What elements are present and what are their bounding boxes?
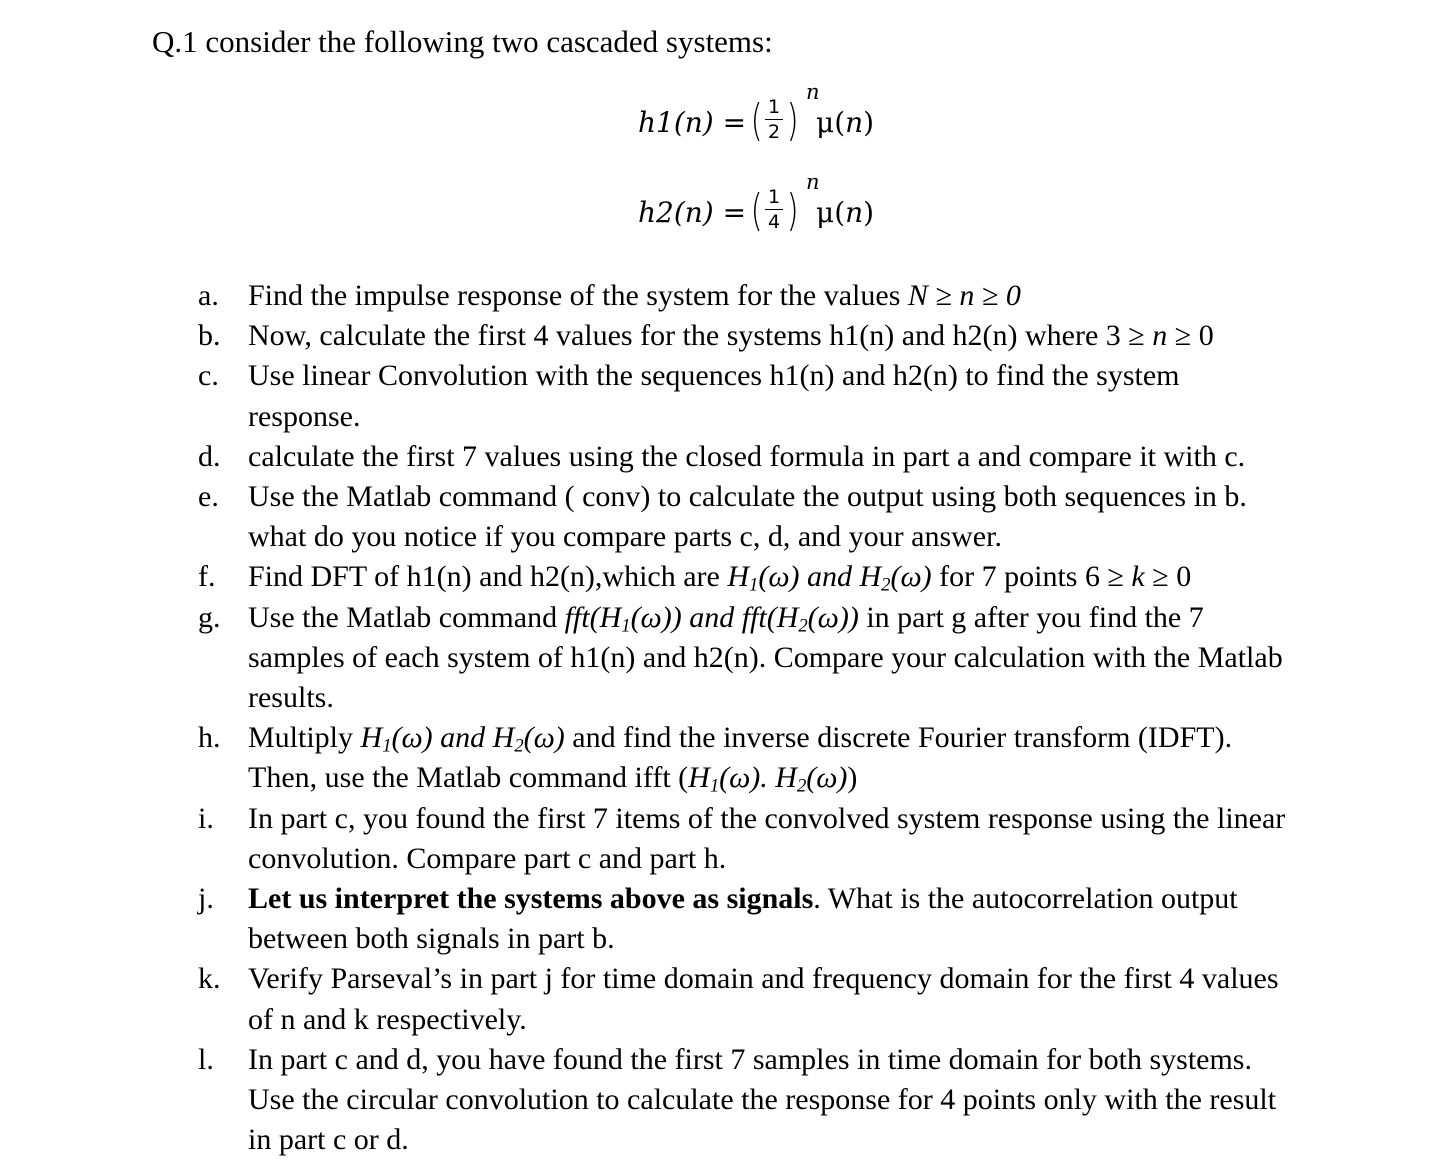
text-run: response. [248, 399, 361, 433]
rhs-close: ) [863, 106, 875, 139]
question-title: Q.1 consider the following two cascaded systems: [152, 24, 773, 59]
part-text-line [248, 638, 1408, 678]
text-run: Verify Parseval’s in part j for time domain and frequency domain for the first 4 values [248, 962, 1279, 996]
math-expression: $fft(H_1(\omega))$ and $fft(H_2(\omega))$ [564, 600, 859, 637]
question-part [0, 598, 1408, 719]
part-text-line [248, 919, 1408, 959]
text-run: of n and k respectively. [248, 1002, 527, 1036]
question-part [0, 799, 1408, 879]
part-text [248, 879, 1408, 959]
question-part [0, 959, 1408, 1039]
part-text-line [248, 678, 1408, 718]
part-label: a. [198, 279, 219, 312]
text-run: between both signals in part b. [248, 922, 615, 956]
fraction-numerator: 1 [767, 96, 781, 118]
exponent: n [806, 80, 820, 104]
question-part [0, 276, 1408, 316]
part-text [248, 477, 1408, 557]
text-run: in part c or d. [248, 1123, 409, 1157]
part-text-line [248, 879, 1408, 919]
part-label: k. [198, 962, 221, 996]
text-run: Use the Matlab command [248, 600, 565, 634]
text-run: and find the inverse discrete Fourier transform (IDFT). [564, 721, 1233, 755]
fraction-numerator: 1 [767, 186, 781, 208]
question-part [0, 1040, 1408, 1161]
fraction-bar [765, 209, 783, 210]
bold-text: Let us interpret the systems above as signals [248, 882, 814, 916]
text-run: Use the circular convolution to calculate the response for 4 points only with the result [248, 1083, 1277, 1117]
text-run: ≥ 0 [1167, 319, 1214, 353]
part-text-line [248, 1120, 1408, 1160]
fraction-denominator: 2 [767, 121, 781, 143]
part-text-line [248, 839, 1408, 879]
part-text [248, 356, 1408, 436]
text-run: Use the Matlab command ( conv) to calculate the output using both sequences in b. [248, 480, 1247, 514]
text-run: for 7 points 6 ≥ [931, 560, 1132, 594]
part-label: b. [198, 319, 221, 353]
part-label: i. [198, 801, 214, 835]
part-label: d. [198, 439, 221, 473]
rhs-close: ) [863, 196, 875, 229]
question-part [0, 557, 1408, 597]
part-text-line [248, 517, 1408, 557]
exponent: n [806, 170, 820, 194]
text-run: what do you notice if you compare parts c, d, and your answer. [248, 520, 1002, 554]
right-paren: ) [786, 185, 799, 236]
part-label: e. [198, 480, 219, 514]
equation-h1 [638, 80, 938, 156]
left-paren: ( [750, 185, 763, 236]
part-text-line [248, 598, 1408, 638]
math-expression: n [1152, 319, 1168, 353]
text-run: convolution. Compare part c and part h. [248, 841, 727, 875]
part-text-line [248, 276, 1408, 316]
part-text [248, 598, 1408, 719]
part-text [248, 557, 1408, 597]
text-run: . What is the autocorrelation output [813, 882, 1238, 916]
text-run: in part g after you find the 7 [858, 600, 1204, 634]
part-text-line [248, 477, 1408, 517]
mu-symbol: μ( [816, 106, 846, 139]
equation-lhs: h2(n) = [638, 196, 747, 229]
part-text [248, 718, 1408, 798]
part-text [248, 1040, 1408, 1161]
right-paren: ) [786, 95, 799, 146]
rhs-variable: n [845, 106, 864, 139]
part-text [248, 799, 1408, 879]
part-text-line [248, 557, 1408, 597]
part-text [248, 276, 1408, 316]
fraction [764, 96, 784, 143]
text-run: samples of each system of h1(n) and h2(n). Compare your calculation with the Matlab [248, 640, 1283, 674]
mu-symbol: μ( [816, 196, 846, 229]
equation-lhs: h1(n) = [638, 106, 747, 139]
text-run: calculate the first 7 values using the closed formula in part a and compare it with c. [248, 439, 1246, 473]
question-part [0, 879, 1408, 959]
fraction-bar [765, 119, 783, 120]
question-part [0, 316, 1408, 356]
math-expression: $H_1(\omega)$ and $H_2(\omega)$ [360, 721, 565, 757]
part-text-line [248, 718, 1408, 758]
question-part [0, 718, 1408, 798]
question-part [0, 356, 1408, 436]
math-expression: k [1131, 560, 1145, 594]
part-text-line [248, 1040, 1408, 1080]
part-text-line [248, 356, 1408, 396]
part-label: h. [198, 721, 221, 755]
text-run: ≥ 0 [1144, 560, 1192, 594]
part-label: c. [198, 359, 219, 393]
fraction [764, 186, 784, 233]
equation-rhs [816, 196, 874, 230]
part-label: f. [198, 560, 216, 594]
part-text [248, 437, 1408, 477]
math-expression: N ≥ n ≥ 0 [907, 279, 1021, 312]
part-label: l. [198, 1042, 214, 1076]
part-text-line [248, 758, 1408, 798]
text-run: Now, calculate the first 4 values for the systems h1(n) and h2(n) where 3 ≥ [248, 319, 1153, 353]
part-label: j. [198, 882, 214, 916]
text-run: In part c and d, you have found the first 7 samples in time domain for both systems. [248, 1042, 1252, 1076]
part-text-line [248, 1000, 1408, 1040]
text-run: Use linear Convolution with the sequences h1(n) and h2(n) to find the system [248, 359, 1180, 393]
equation-rhs [816, 106, 874, 140]
text-run: Find DFT of h1(n) and h2(n),which are [248, 560, 728, 594]
math-expression: $H_1(\omega)$. $H_2(\omega)$ [688, 761, 848, 798]
text-run: Then, use the Matlab command ifft ( [248, 761, 689, 795]
text-run: In part c, you found the first 7 items of the convolved system response using the linear [248, 801, 1286, 835]
part-text-line [248, 1080, 1408, 1120]
part-text [248, 959, 1408, 1039]
part-text [248, 316, 1408, 356]
left-paren: ( [750, 95, 763, 146]
part-label: g. [198, 600, 221, 634]
text-run: Multiply [248, 721, 361, 755]
question-part [0, 477, 1408, 557]
fraction-denominator: 4 [767, 211, 781, 233]
text-run: ) [847, 761, 858, 795]
question-part [0, 437, 1408, 477]
math-expression: $H_1(\omega)$ and $H_2(\omega)$ [727, 560, 932, 597]
text-run: Find the impulse response of the system for the values [248, 279, 908, 312]
part-text-line [248, 437, 1408, 477]
part-text-line [248, 959, 1408, 999]
equation-h2 [638, 170, 938, 246]
rhs-variable: n [845, 196, 864, 229]
text-run: results. [248, 681, 334, 715]
part-text-line [248, 799, 1408, 839]
part-text-line [248, 397, 1408, 437]
question-parts-list [0, 276, 1446, 1160]
part-text-line [248, 316, 1408, 356]
